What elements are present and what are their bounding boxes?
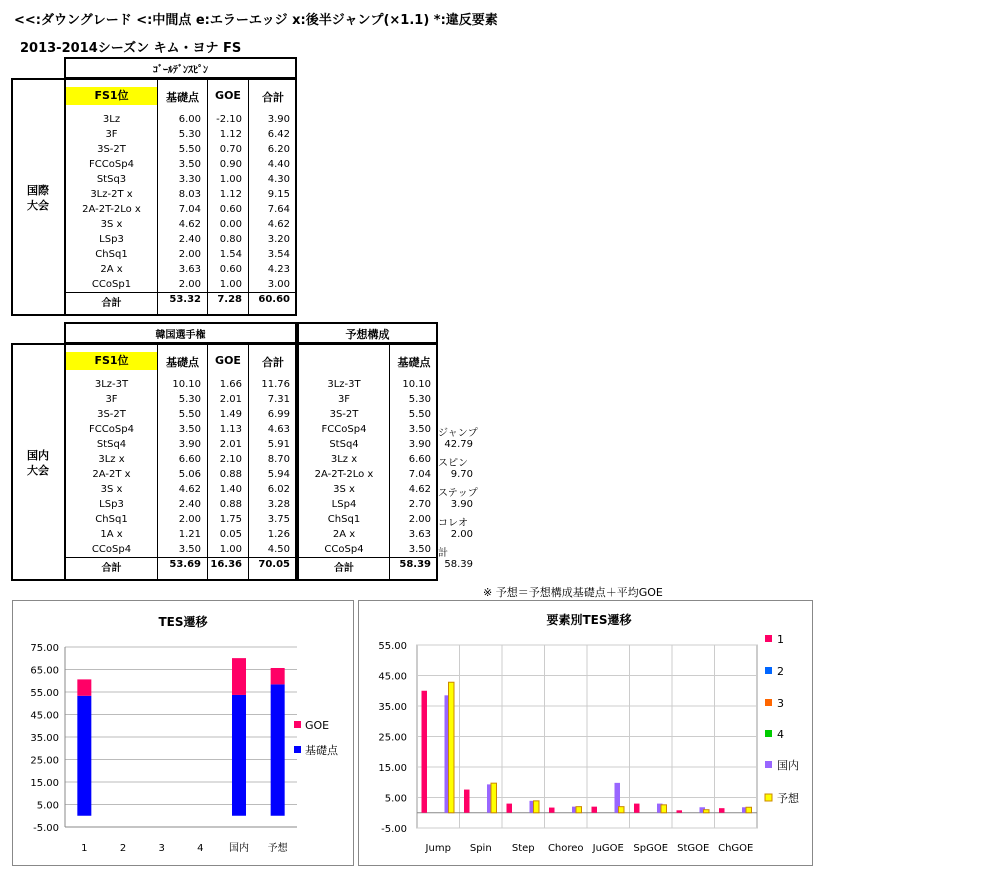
bar-予想 <box>619 807 625 813</box>
x-tick-label: StGOE <box>677 843 710 854</box>
legend-label: 3 <box>777 697 784 710</box>
legend-swatch <box>765 730 772 737</box>
bar-予想 <box>449 682 455 813</box>
y-tick-label: 35.00 <box>30 733 59 744</box>
element-base: 3.63 <box>408 529 431 540</box>
element-goe: 1.12 <box>219 129 242 140</box>
season-line: 2013-2014シーズン キム・ヨナ FS <box>20 41 242 56</box>
breakdown-value: 3.90 <box>450 499 473 510</box>
element-goe: 1.75 <box>219 514 242 525</box>
element-base: 5.50 <box>178 409 201 420</box>
breakdown-label: ステップ <box>438 488 478 499</box>
legend-swatch <box>294 721 301 728</box>
element-base: 2.40 <box>178 499 201 510</box>
element-goe: 1.00 <box>219 279 242 290</box>
bar-予想 <box>746 807 752 812</box>
element-goe: 0.00 <box>219 219 242 230</box>
y-tick-label: 35.00 <box>378 702 407 713</box>
element-base: 2.00 <box>178 279 201 290</box>
element-name: LSp3 <box>99 499 124 510</box>
breakdown-value: 58.39 <box>444 559 473 570</box>
element-name: 2A-2T-2Lo x <box>314 469 374 480</box>
element-name: 3Lz x <box>98 454 125 465</box>
x-tick-label: 4 <box>197 843 204 854</box>
element-total: 6.20 <box>267 144 290 155</box>
element-goe: 0.60 <box>219 204 242 215</box>
element-base: 3.50 <box>178 159 201 170</box>
element-tes-chart-svg <box>359 601 812 865</box>
element-name: 3S x <box>100 219 123 230</box>
sum-goe: 7.28 <box>217 294 242 305</box>
element-goe: 0.90 <box>219 159 242 170</box>
sum-label: 合計 <box>334 563 354 574</box>
x-tick-label: Choreo <box>547 843 584 854</box>
x-tick-label: 2 <box>119 843 127 854</box>
element-total: 9.15 <box>267 189 290 200</box>
element-goe: 0.60 <box>219 264 242 275</box>
element-goe: 1.54 <box>219 249 242 260</box>
element-total: 4.62 <box>267 219 290 230</box>
element-base: 3.50 <box>178 424 201 435</box>
legend-label: 4 <box>777 728 784 741</box>
element-name: 3S x <box>333 484 355 495</box>
element-base: 2.40 <box>178 234 201 245</box>
x-tick-label: Step <box>511 843 535 854</box>
col-base: 基礎点 <box>166 91 199 104</box>
y-tick-label: 5.00 <box>36 800 59 812</box>
element-base: 5.50 <box>408 409 431 420</box>
element-base: 5.06 <box>178 469 201 480</box>
legend-label: 国内 <box>777 759 799 772</box>
sum-base: 58.39 <box>399 559 431 570</box>
legend-swatch <box>765 667 772 674</box>
element-base: 7.04 <box>178 204 201 215</box>
element-base: 3.50 <box>408 424 431 435</box>
element-total: 1.26 <box>267 529 290 540</box>
event-title: 韓国選手権 <box>155 330 206 341</box>
element-total: 5.94 <box>267 469 290 480</box>
element-name: 3F <box>105 129 118 140</box>
bar-1 <box>677 810 683 812</box>
breakdown-value: 2.00 <box>450 529 473 540</box>
element-name: 3Lz-2T x <box>90 189 133 200</box>
element-name: 1A x <box>100 529 123 540</box>
element-name: ChSq1 <box>327 514 361 525</box>
breakdown-label: 計 <box>438 548 448 559</box>
y-tick-label: 55.00 <box>378 641 407 652</box>
col-goe: GOE <box>215 89 241 102</box>
bar-1 <box>719 808 725 813</box>
element-goe: 0.70 <box>219 144 242 155</box>
bar-予想 <box>661 805 667 813</box>
element-base: 6.60 <box>408 454 431 465</box>
col-total: 合計 <box>262 356 284 369</box>
element-name: 3Lz-3T <box>327 379 361 390</box>
element-goe: -2.10 <box>216 114 242 125</box>
breakdown-value: 9.70 <box>450 469 473 480</box>
element-base: 5.50 <box>178 144 201 155</box>
element-total: 4.30 <box>267 174 290 185</box>
y-tick-label: 15.00 <box>378 763 407 774</box>
element-goe: 1.40 <box>219 484 242 495</box>
bar-1 <box>634 804 640 813</box>
element-goe: 1.13 <box>219 424 242 435</box>
element-goe: 2.01 <box>219 439 242 450</box>
breakdown-label: コレオ <box>438 518 468 529</box>
element-name: 3F <box>105 394 118 405</box>
sum-label: 合計 <box>101 298 122 309</box>
element-base: 3.30 <box>178 174 201 185</box>
col-base: 基礎点 <box>166 356 199 369</box>
y-tick-label: 45.00 <box>378 671 407 683</box>
element-base: 2.00 <box>408 514 431 525</box>
element-base: 3.50 <box>408 544 431 555</box>
y-tick-label: 5.00 <box>384 793 407 805</box>
side-label: 国内 大会 <box>27 449 49 477</box>
element-name: 3S x <box>100 484 123 495</box>
element-total: 7.31 <box>267 394 290 405</box>
element-name: 3Lz-3T <box>94 379 129 390</box>
element-name: FCCoSp4 <box>89 424 134 435</box>
bar-予想 <box>534 801 540 813</box>
element-base: 7.04 <box>408 469 431 480</box>
x-tick-label: 3 <box>158 843 165 854</box>
breakdown-label: スピン <box>438 458 468 469</box>
legend-swatch <box>765 794 772 801</box>
element-base: 2.00 <box>178 514 201 525</box>
legend-swatch <box>765 699 772 706</box>
chart-title: 要素別TES遷移 <box>546 613 632 627</box>
element-goe: 2.01 <box>219 394 242 405</box>
predicted-title: 予想構成 <box>345 328 390 341</box>
element-base: 6.60 <box>178 454 201 465</box>
bar-基礎点 <box>77 696 91 816</box>
element-name: 3S-2T <box>329 409 359 420</box>
element-total: 4.23 <box>267 264 290 275</box>
element-base: 1.21 <box>178 529 201 540</box>
y-tick-label: 25.00 <box>30 755 59 767</box>
rank-badge: FS1位 <box>66 352 157 370</box>
element-goe: 2.10 <box>219 454 242 465</box>
element-base: 10.10 <box>402 379 431 390</box>
element-base: 3.90 <box>408 439 431 450</box>
bar-予想 <box>704 810 710 813</box>
element-name: StSq3 <box>96 174 127 185</box>
bar-予想 <box>491 783 497 813</box>
element-goe: 1.49 <box>219 409 242 420</box>
element-base: 4.62 <box>178 484 201 495</box>
prediction-note: ※ 予想＝予想構成基礎点＋平均GOE <box>483 586 663 599</box>
element-base: 4.62 <box>408 484 431 495</box>
element-goe: 0.88 <box>219 469 242 480</box>
event-title: ｺﾞｰﾙﾃﾞﾝｽﾋﾟﾝ <box>153 65 208 76</box>
legend-swatch <box>765 761 772 768</box>
y-tick-label: 75.00 <box>30 643 59 654</box>
element-base: 10.10 <box>172 379 201 390</box>
sum-base: 53.69 <box>169 559 201 570</box>
element-base: 4.62 <box>178 219 201 230</box>
sum-goe: 16.36 <box>210 559 242 570</box>
x-tick-label: Jump <box>425 843 451 854</box>
element-goe: 0.05 <box>219 529 242 540</box>
y-tick-label: -5.00 <box>381 824 407 835</box>
element-base: 3.90 <box>178 439 201 450</box>
element-total: 3.90 <box>267 114 290 125</box>
element-base: 5.30 <box>408 394 431 405</box>
bar-1 <box>549 808 555 813</box>
element-goe: 1.00 <box>219 544 242 555</box>
element-goe: 0.88 <box>219 499 242 510</box>
bar-基礎点 <box>271 684 285 815</box>
element-total: 3.28 <box>267 499 290 510</box>
element-tes-chart <box>358 600 813 866</box>
legend-swatch <box>765 635 772 642</box>
element-total: 7.64 <box>267 204 290 215</box>
col-total: 合計 <box>262 91 284 104</box>
sum-total: 60.60 <box>258 294 290 305</box>
element-goe: 1.12 <box>219 189 242 200</box>
sum-label: 合計 <box>101 563 122 574</box>
bar-1 <box>464 790 470 813</box>
bar-GOE <box>232 658 246 695</box>
chart-title: TES遷移 <box>158 615 208 629</box>
bar-1 <box>507 804 513 813</box>
element-total: 6.42 <box>267 129 290 140</box>
element-base: 6.00 <box>178 114 201 125</box>
bar-予想 <box>576 807 582 813</box>
element-goe: 1.00 <box>219 174 242 185</box>
x-tick-label: 予想 <box>267 843 288 854</box>
element-name: CCoSp4 <box>91 544 132 555</box>
element-name: 2A-2T-2Lo x <box>82 204 141 215</box>
col-goe: GOE <box>215 354 241 367</box>
element-total: 8.70 <box>267 454 290 465</box>
element-name: 3Lz <box>102 114 121 125</box>
tes-chart-svg <box>13 601 353 865</box>
col-base: 基礎点 <box>397 356 431 369</box>
element-name: CCoSp4 <box>324 544 364 555</box>
legend-label: 2 <box>777 665 784 678</box>
element-base: 3.50 <box>178 544 201 555</box>
element-name: 2A-2T x <box>92 469 131 480</box>
x-tick-label: ChGOE <box>718 843 754 854</box>
element-name: ChSq1 <box>95 514 128 525</box>
bar-GOE <box>77 679 91 695</box>
y-tick-label: 25.00 <box>378 732 407 744</box>
element-total: 5.91 <box>267 439 290 450</box>
y-tick-label: -5.00 <box>33 823 59 834</box>
element-base: 5.30 <box>178 129 201 140</box>
element-name: CCoSp1 <box>91 279 132 290</box>
element-total: 3.54 <box>267 249 290 260</box>
bar-GOE <box>271 668 285 684</box>
element-base: 3.63 <box>178 264 201 275</box>
bar-基礎点 <box>232 695 246 816</box>
element-name: 2A x <box>332 529 356 540</box>
element-total: 11.76 <box>261 379 290 390</box>
breakdown-value: 42.79 <box>444 439 473 450</box>
element-name: 3S-2T <box>97 144 126 155</box>
element-base: 2.00 <box>178 249 201 260</box>
x-tick-label: 1 <box>81 843 88 854</box>
element-total: 6.99 <box>267 409 290 420</box>
element-name: 3Lz x <box>330 454 358 465</box>
element-base: 8.03 <box>178 189 201 200</box>
legend-label: GOE <box>305 719 330 732</box>
sum-base: 53.32 <box>169 294 201 305</box>
side-label: 国際 大会 <box>27 184 49 212</box>
bar-1 <box>592 807 598 813</box>
y-tick-label: 55.00 <box>30 688 59 699</box>
element-total: 4.50 <box>267 544 290 555</box>
element-total: 4.40 <box>267 159 290 170</box>
element-name: FCCoSp4 <box>321 424 367 435</box>
element-total: 4.63 <box>267 424 290 435</box>
element-name: 2A x <box>100 264 123 275</box>
element-name: LSp4 <box>331 499 357 510</box>
tes-chart <box>12 600 354 866</box>
breakdown-label: ジャンプ <box>438 428 478 439</box>
rank-badge: FS1位 <box>66 87 157 105</box>
legend-label: 1 <box>777 633 784 646</box>
x-tick-label: 国内 <box>229 843 249 854</box>
x-tick-label: JuGOE <box>592 843 624 854</box>
element-name: StSq4 <box>329 439 359 450</box>
legend-label: 予想 <box>777 792 799 805</box>
element-base: 2.70 <box>408 499 431 510</box>
element-name: FCCoSp4 <box>89 159 134 170</box>
element-name: ChSq1 <box>95 249 128 260</box>
element-name: LSp3 <box>99 234 124 245</box>
element-goe: 1.66 <box>219 379 242 390</box>
element-name: StSq4 <box>96 439 127 450</box>
element-name: 3F <box>337 394 351 405</box>
legend-swatch <box>294 746 301 753</box>
element-total: 3.00 <box>267 279 290 290</box>
sum-total: 70.05 <box>258 559 290 570</box>
element-base: 5.30 <box>178 394 201 405</box>
legend-line: <<:ダウングレード <:中間点 e:エラーエッジ x:後半ジャンプ(×1.1) *:違反要素 <box>14 13 498 28</box>
element-total: 3.20 <box>267 234 290 245</box>
element-total: 3.75 <box>267 514 290 525</box>
x-tick-label: SpGOE <box>633 843 669 854</box>
element-goe: 0.80 <box>219 234 242 245</box>
element-name: 3S-2T <box>97 409 126 420</box>
x-tick-label: Spin <box>469 843 492 854</box>
y-tick-label: 15.00 <box>30 778 59 789</box>
legend-label: 基礎点 <box>305 744 338 757</box>
bar-1 <box>422 691 428 813</box>
element-total: 6.02 <box>267 484 290 495</box>
y-tick-label: 45.00 <box>30 710 59 722</box>
y-tick-label: 65.00 <box>30 665 59 677</box>
